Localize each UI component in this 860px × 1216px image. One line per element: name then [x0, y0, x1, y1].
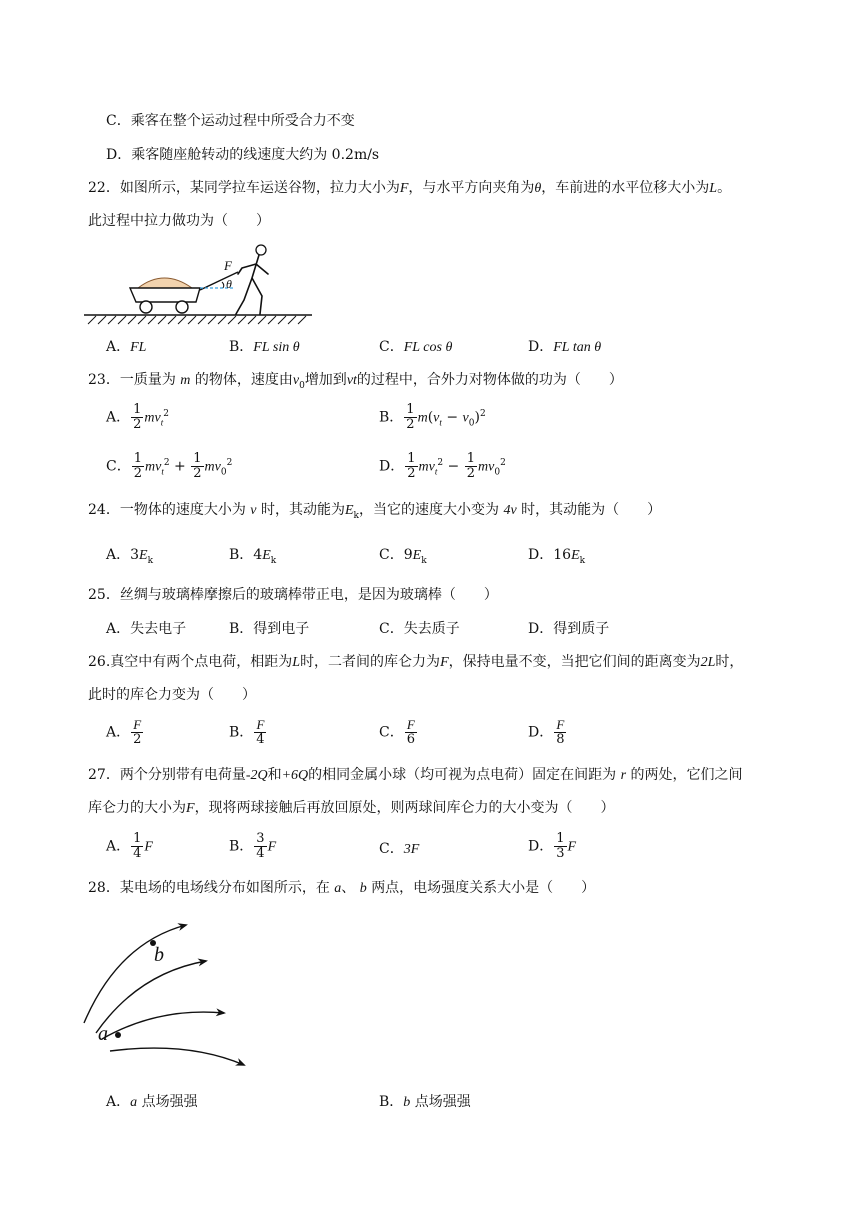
q22-number: 22．	[88, 180, 120, 196]
q26-option-d[interactable]: D． $\frac{F}{8}$	[528, 717, 565, 747]
q24-option-d[interactable]: D．$16E_k$	[528, 547, 586, 566]
q28-number: 28．	[88, 880, 120, 896]
q26-stem-line2: 此时的库仑力变为（ ）	[88, 687, 256, 703]
q28-option-b[interactable]: B．b 点场强强	[379, 1094, 471, 1110]
q23-number: 23．	[88, 372, 120, 388]
q23-option-b[interactable]: B． $\frac{1}{2}$ $m(v_t - v_0)^2$	[379, 402, 486, 432]
q28-fig-point-a: a	[98, 1023, 108, 1045]
q28-option-a[interactable]: A．a 点场强强	[106, 1094, 198, 1110]
q23-option-c[interactable]: C． $\frac{1}{2}$ $mv_t^2$ + $\frac{1}{2}$ $mv_0^2$	[106, 451, 233, 481]
q22-option-c[interactable]: C．FL cos θ	[379, 339, 453, 355]
prev-option-d: D．乘客随座舱转动的线速度大约为 0.2m/s	[106, 147, 380, 163]
q26-number: 26.	[88, 654, 111, 670]
q26-option-a[interactable]: A． $\frac{F}{2}$	[106, 717, 142, 747]
q24-option-a[interactable]: A．$3E_k$	[106, 547, 154, 566]
q22-stem-line2: 此过程中拉力做功为（ ）	[88, 213, 270, 229]
q28-fig-point-b: b	[154, 944, 164, 966]
prev-option-c: C．乘客在整个运动过程中所受合力不变	[106, 113, 355, 129]
q24-option-b[interactable]: B．$4E_k$	[229, 547, 277, 566]
q25-option-b[interactable]: B．得到电子	[229, 621, 310, 637]
q27-number: 27．	[88, 767, 120, 783]
q22-option-b[interactable]: B．FL sin θ	[229, 339, 300, 355]
q23-stem: 23．一质量为 m 的物体，速度由$v_0$增加到vt的过程中，合外力对物体做的功为（ ）	[88, 372, 623, 391]
q22-cart-figure	[84, 238, 324, 328]
q24-option-c[interactable]: C．$9E_k$	[379, 547, 427, 566]
q22-fig-angle-label: θ	[226, 277, 232, 291]
q28-field-lines-figure	[78, 915, 258, 1075]
q24-number: 24．	[88, 502, 120, 518]
q23-option-a[interactable]: A． $\frac{1}{2}$ $mv_t^2$	[106, 402, 169, 432]
q27-option-a[interactable]: A． $\frac{1}{4}$ F	[106, 831, 153, 861]
q27-option-d[interactable]: D． $\frac{1}{3}$ F	[528, 831, 577, 861]
q28-stem: 28．某电场的电场线分布如图所示，在 a、 b 两点，电场强度关系大小是（ ）	[88, 880, 596, 896]
q25-option-a[interactable]: A．失去电子	[106, 621, 187, 637]
q25-option-c[interactable]: C．失去质子	[379, 621, 460, 637]
q22-fig-force-label: F	[224, 258, 232, 273]
q26-option-b[interactable]: B． $\frac{F}{4}$	[229, 717, 265, 747]
q25-stem: 25．丝绸与玻璃棒摩擦后的玻璃棒带正电，是因为玻璃棒（ ）	[88, 587, 498, 603]
q27-option-c[interactable]: C．3F	[379, 841, 420, 857]
q22-option-a[interactable]: A．FL	[106, 339, 147, 355]
q24-stem: 24．一物体的速度大小为 v 时，其动能为$E_k$，当它的速度大小变为 4v 时，其动能为（ ）	[88, 502, 662, 521]
q25-number: 25．	[88, 587, 120, 603]
q22-option-d[interactable]: D．FL tan θ	[528, 339, 602, 355]
q27-stem-line2: 库仑力的大小为F，现将两球接触后再放回原处，则两球间库仑力的大小变为（ ）	[88, 800, 615, 816]
q22-stem-line1: 22．如图所示，某同学拉车运送谷物，拉力大小为F，与水平方向夹角为θ，车前进的水平位移大小为L。	[88, 180, 732, 196]
q26-stem-line1: 26.真空中有两个点电荷，相距为L时，二者间的库仑力为F，保持电量不变，当把它们间的距离变为2L时，	[88, 654, 744, 670]
q27-stem-line1: 27．两个分别带有电荷量-2Q和+6Q的相同金属小球（均可视为点电荷）固定在间距为 r 的两处，它们之间	[88, 767, 743, 783]
q27-option-b[interactable]: B． $\frac{3}{4}$ F	[229, 831, 277, 861]
q23-option-d[interactable]: D． $\frac{1}{2}$ $mv_t^2$ − $\frac{1}{2}$ $mv_0^2$	[379, 451, 506, 481]
q25-option-d[interactable]: D．得到质子	[528, 621, 610, 637]
q26-option-c[interactable]: C． $\frac{F}{6}$	[379, 717, 415, 747]
